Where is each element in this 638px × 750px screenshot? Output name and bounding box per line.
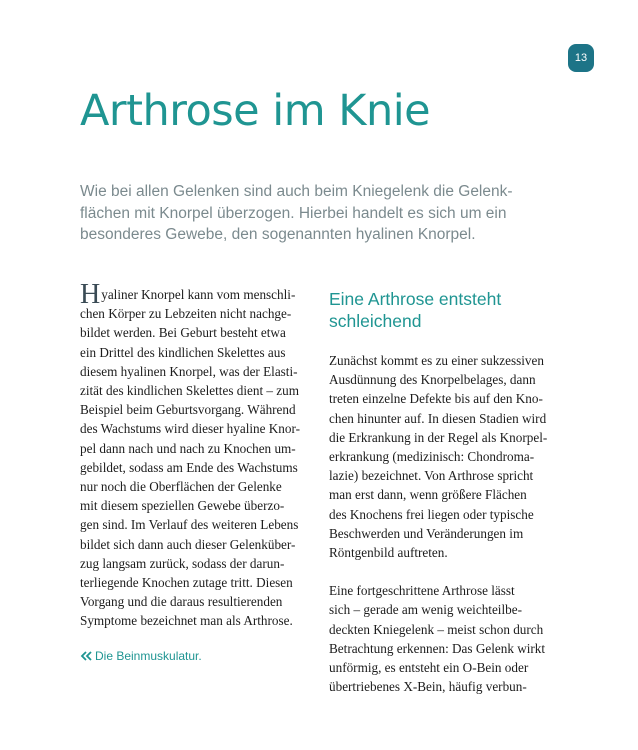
intro-paragraph	[80, 181, 550, 246]
back-link-label: Die Beinmuskulatur.	[95, 649, 202, 663]
back-link-beinmuskulatur[interactable]	[80, 649, 202, 663]
subheading-line: Eine Arthrose entsteht	[329, 289, 502, 309]
body-line: unförmig, es entsteht ein O-Bein oder	[329, 660, 529, 676]
body-line: des Wachstums wird dieser hyaline Knor-	[80, 421, 301, 437]
body-line: chen Körper zu Lebzeiten nicht nachge-	[80, 306, 292, 322]
body-line: mit diesem speziellen Gewebe überzo-	[80, 498, 285, 514]
first-line	[80, 279, 298, 310]
body-line: nur noch die Oberflächen der Gelenke	[80, 479, 282, 495]
body-line: man erst dann, wenn größere Flächen	[329, 487, 527, 503]
body-line: zität des kindlichen Skelettes dient – zum	[80, 383, 300, 399]
body-line: gebildet, sodass am Ende des Wachstums	[80, 459, 298, 475]
body-line: deckten Kniegelenk – meist schon durch	[329, 621, 544, 637]
body-line: gen sind. Im Verlauf des weiteren Lebens	[80, 517, 299, 533]
body-line: Eine fortgeschrittene Arthrose lässt	[329, 583, 515, 599]
body-line: Symptome bezeichnet man als Arthrose.	[80, 613, 293, 629]
right-column	[329, 288, 561, 696]
page-title: Arthrose im Knie	[80, 86, 431, 136]
first-line-text: yaliner Knorpel kann vom menschli-	[101, 287, 296, 302]
intro-line: Wie bei allen Gelenken sind auch beim Kniegelenk die Gelenk-	[80, 183, 513, 200]
body-line: ein Drittel des kindlichen Skelettes aus	[80, 344, 286, 360]
body-line: terliegende Knochen zutage tritt. Diesen	[80, 575, 293, 591]
body-line: Beschwerden und Veränderungen im	[329, 525, 524, 541]
body-line: chen hinunter auf. In diesen Stadien wird	[329, 410, 547, 426]
intro-line: besonderes Gewebe, den sogenannten hyalinen Knorpel.	[80, 226, 476, 243]
body-line: Vorgang und die daraus resultierenden	[80, 594, 283, 610]
body-line: lazie) bezeichnet. Von Arthrose spricht	[329, 468, 534, 484]
body-line: sich – gerade am wenig weichteilbe-	[329, 602, 522, 618]
body-line: übertriebenes X-Bein, häufig verbun-	[329, 679, 527, 695]
body-line: Röntgenbild auftreten.	[329, 545, 448, 561]
body-line: diesem hyalinen Knorpel, was der Elasti-	[80, 363, 298, 379]
body-line: bildet sich dann auch dieser Gelenküber-	[80, 536, 296, 552]
left-column	[80, 279, 301, 631]
double-chevron-left-icon	[80, 651, 92, 661]
body-line: erkrankung (medizinisch: Chondroma-	[329, 449, 535, 465]
body-line: die Erkrankung in der Regel als Knorpel-	[329, 429, 548, 445]
body-line: Zunächst kommt es zu einer sukzessiven	[329, 353, 544, 368]
paragraph-gap	[329, 562, 561, 581]
body-line: Betrachtung erkennen: Das Gelenk wirkt	[329, 640, 546, 656]
page-number: 13	[574, 52, 588, 64]
intro-line: flächen mit Knorpel überzogen. Hierbei handelt es sich um ein	[80, 204, 507, 222]
body-line: des Knochens frei liegen oder typische	[329, 506, 534, 522]
page-number-badge	[568, 44, 594, 72]
body-line: treten einzelne Defekte bis auf den Kno-	[329, 391, 543, 407]
body-line: Beispiel beim Geburtsvorgang. Während	[80, 402, 296, 418]
body-line: bildet werden. Bei Geburt besteht etwa	[80, 325, 286, 341]
body-line: Ausdünnung des Knorpelbelages, dann	[329, 372, 536, 388]
body-line: zug langsam zurück, sodass der darun-	[80, 555, 285, 571]
subheading-line: schleichend	[329, 311, 422, 331]
body-line: pel dann nach und nach zu Knochen um-	[80, 440, 296, 456]
section-subheading	[329, 288, 561, 332]
dropcap: H	[80, 279, 101, 310]
